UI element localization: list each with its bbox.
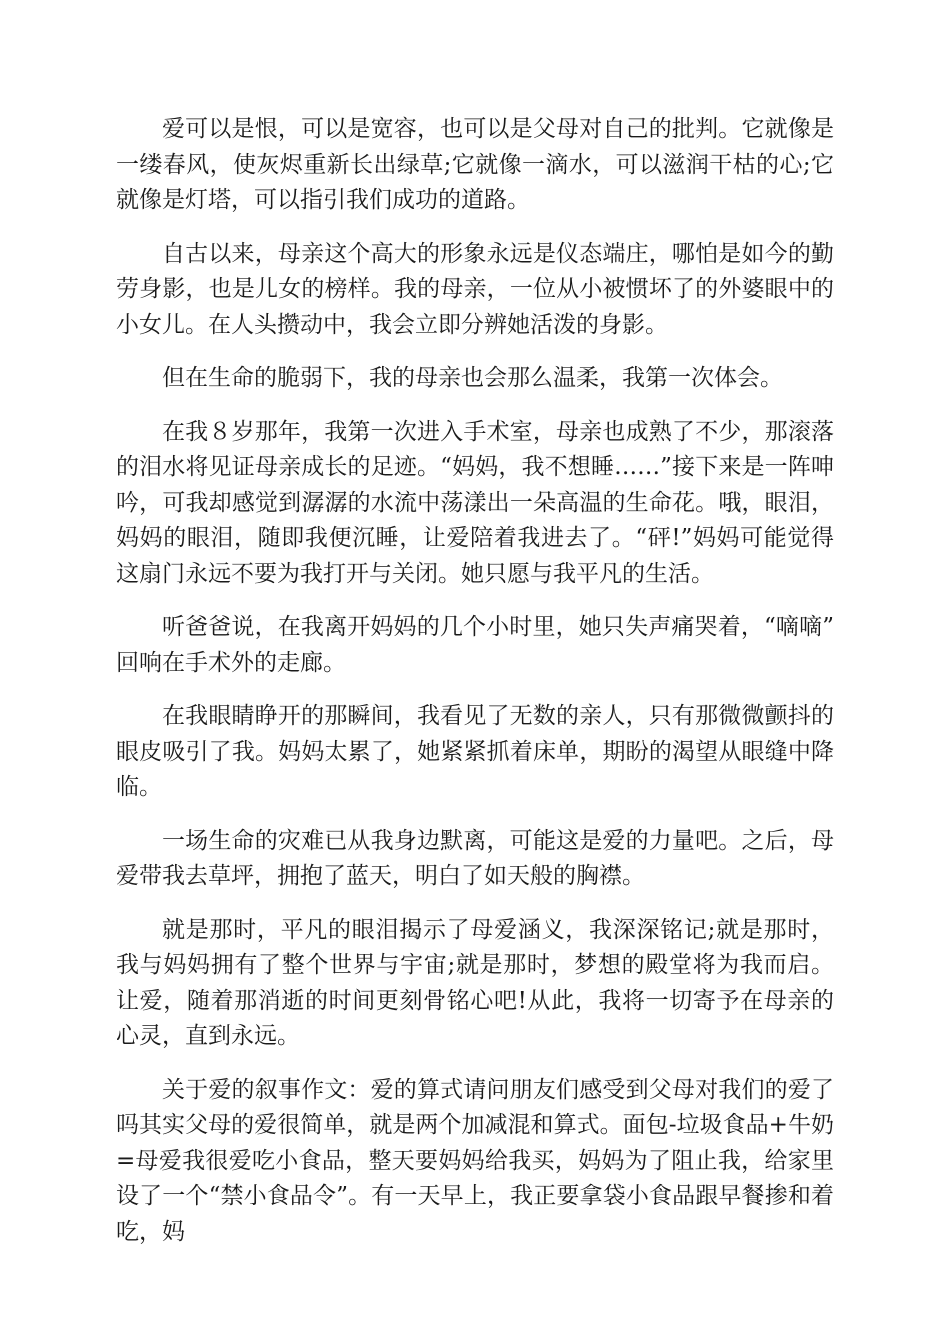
document-body xyxy=(116,112,834,1268)
paragraph-8: 就是那时，平凡的眼泪揭示了母爱涵义，我深深铭记;就是那时，我与妈妈拥有了整个世界与宇宙;就是那时，梦想的殿堂将为我而启。让爱，随着那消逝的时间更刻骨铭心吧!从此，我将一切寄予在母亲的心灵，直到永远。 xyxy=(116,916,834,1049)
paragraph-7: 一场生命的灾难已从我身边默离，可能这是爱的力量吧。之后，母爱带我去草坪，拥抱了蓝天，明白了如天般的胸襟。 xyxy=(116,827,834,889)
paragraph-2: 自古以来，母亲这个高大的形象永远是仪态端庄，哪怕是如今的勤劳身影，也是儿女的榜样。我的母亲，一位从小被惯坏了的外婆眼中的小女儿。在人头攒动中，我会立即分辨她活泼的身影。 xyxy=(116,240,834,338)
paragraph-4: 在我８岁那年，我第一次进入手术室，母亲也成熟了不少，那滚落的泪水将见证母亲成长的足迹。“妈妈，我不想睡……”接下来是一阵呻吟，可我却感觉到潺潺的水流中荡漾出一朵高温的生命花。哦，眼泪，妈妈的眼泪，随即我便沉睡，让爱陪着我进去了。“砰!”妈妈可能觉得这扇门永远不要为我打开与关闭。她只愿与我平凡的生活。 xyxy=(116,418,834,587)
paragraph-6: 在我眼睛睁开的那瞬间，我看见了无数的亲人，只有那微微颤抖的眼皮吸引了我。妈妈太累了，她紧紧抓着床单，期盼的渴望从眼缝中降临。 xyxy=(116,703,834,800)
paragraph-5: 听爸爸说，在我离开妈妈的几个小时里，她只失声痛哭着，“嘀嘀”回响在手术外的走廊。 xyxy=(116,614,834,676)
paragraph-1: 爱可以是恨，可以是宽容，也可以是父母对自己的批判。它就像是一缕春风，使灰烬重新长出绿草;它就像一滴水，可以滋润干枯的心;它就像是灯塔，可以指引我们成功的道路。 xyxy=(116,116,834,213)
paragraph-9: 关于爱的叙事作文：爱的算式请问朋友们感受到父母对我们的爱了吗其实父母的爱很简单，就是两个加减混和算式。面包-垃圾食品+牛奶=母爱我很爱吃小食品，整天要妈妈给我买，妈妈为了阻止我，给家里设了一个“禁小食品令”。有一天早上，我正要拿袋小食品跟早餐掺和着吃，妈 xyxy=(116,1076,834,1245)
paragraph-3: 但在生命的脆弱下，我的母亲也会那么温柔，我第一次体会。 xyxy=(162,365,783,391)
